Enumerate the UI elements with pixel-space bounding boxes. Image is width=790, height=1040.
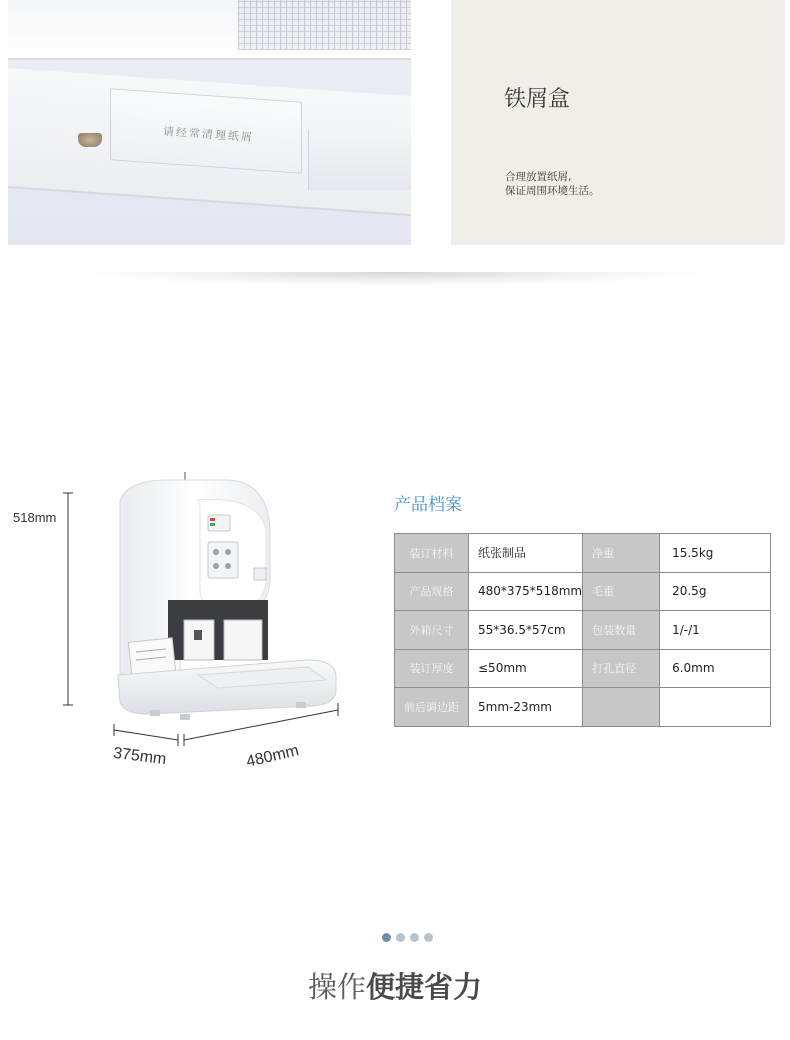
spec-key-empty [583, 688, 660, 727]
carousel-dot[interactable] [396, 933, 405, 942]
spec-value: 1/-/1 [660, 611, 771, 650]
table-row [395, 572, 771, 611]
spec-key: 装订材料 [395, 534, 469, 573]
spec-key: 外箱尺寸 [395, 611, 469, 650]
spec-key: 打孔直径 [583, 649, 660, 688]
spec-key: 净重 [583, 534, 660, 573]
spec-value: 20.5g [660, 572, 771, 611]
spec-title: 产品档案 [394, 495, 462, 515]
spec-value: 55*36.5*57cm [469, 611, 583, 650]
spec-value-empty [660, 688, 771, 727]
spec-value: 纸张制品 [469, 534, 583, 573]
table-row [395, 688, 771, 727]
spec-value: 5mm-23mm [469, 688, 583, 727]
spec-value: 15.5kg [660, 534, 771, 573]
drawer-label: 请经常清理纸屑 [162, 124, 255, 145]
spec-value: 480*375*518mm [469, 572, 583, 611]
table-row [395, 649, 771, 688]
height-label: 518mm [13, 510, 57, 525]
section-heading-light: 操作 [307, 970, 366, 1004]
spec-key: 前后调边距 [395, 688, 469, 727]
section-heading [0, 965, 790, 1006]
feature-desc-line-2: 保证周围环境生活。 [505, 185, 600, 197]
binding-machine-illustration [108, 470, 348, 730]
carousel-dots [382, 933, 433, 942]
carousel-dot[interactable] [424, 933, 433, 942]
spec-value: 6.0mm [660, 649, 771, 688]
spec-table [394, 533, 771, 727]
spec-key: 装订厚度 [395, 649, 469, 688]
spec-key: 产品规格 [395, 572, 469, 611]
carousel-dot[interactable] [382, 933, 391, 942]
table-row [395, 611, 771, 650]
depth-label: 375mm [112, 744, 168, 769]
spec-key: 包装数量 [583, 611, 660, 650]
spec-key: 毛重 [583, 572, 660, 611]
feature-title: 铁屑盒 [504, 87, 571, 112]
carousel-dot[interactable] [410, 933, 419, 942]
feature-desc-line-1: 合理放置纸屑, [505, 171, 572, 183]
table-row [395, 534, 771, 573]
spec-value: ≤50mm [469, 649, 583, 688]
section-heading-bold: 便捷省力 [366, 970, 483, 1004]
width-label: 480mm [244, 742, 301, 771]
